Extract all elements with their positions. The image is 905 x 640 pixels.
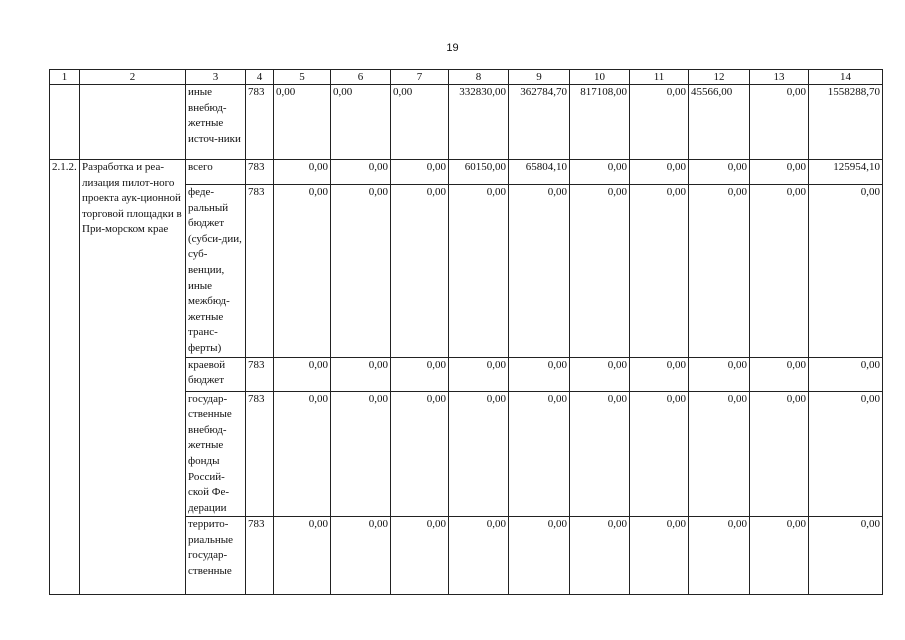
- value-cell: 0,00: [509, 185, 570, 358]
- value-cell: 817108,00: [570, 85, 630, 160]
- table-row-other-extrabudgetary: [50, 85, 883, 160]
- code-cell: 783: [246, 185, 274, 358]
- code-cell: 783: [246, 391, 274, 517]
- column-header-14: 14: [809, 70, 883, 85]
- item-index-cell: 2.1.2.: [50, 160, 80, 595]
- value-cell: 0,00: [509, 517, 570, 595]
- column-header-13: 13: [750, 70, 809, 85]
- value-cell: 0,00: [809, 185, 883, 358]
- value-cell: 0,00: [449, 391, 509, 517]
- column-header-7: 7: [391, 70, 449, 85]
- code-cell: 783: [246, 357, 274, 391]
- value-cell: 0,00: [630, 185, 689, 358]
- value-cell: 0,00: [509, 357, 570, 391]
- value-cell: 0,00: [630, 357, 689, 391]
- value-cell: 0,00: [274, 85, 331, 160]
- value-cell: 0,00: [630, 160, 689, 185]
- value-cell: 0,00: [689, 357, 750, 391]
- value-cell: 0,00: [689, 391, 750, 517]
- value-cell: 0,00: [750, 185, 809, 358]
- column-header-10: 10: [570, 70, 630, 85]
- value-cell: 0,00: [331, 85, 391, 160]
- value-cell: 0,00: [331, 391, 391, 517]
- column-header-3: 3: [186, 70, 246, 85]
- value-cell: 0,00: [391, 391, 449, 517]
- value-cell: 0,00: [331, 185, 391, 358]
- value-cell: 0,00: [630, 85, 689, 160]
- value-cell: 0,00: [750, 160, 809, 185]
- value-cell: 0,00: [331, 517, 391, 595]
- code-cell: 783: [246, 85, 274, 160]
- value-cell: 65804,10: [509, 160, 570, 185]
- value-cell: 0,00: [509, 391, 570, 517]
- column-header-6: 6: [331, 70, 391, 85]
- value-cell: 60150,00: [449, 160, 509, 185]
- cell-index-empty: [50, 85, 80, 160]
- column-header-11: 11: [630, 70, 689, 85]
- value-cell: 0,00: [570, 185, 630, 358]
- funding-source-cell: террито-риальные государ-ственные: [186, 517, 246, 595]
- value-cell: 0,00: [809, 357, 883, 391]
- value-cell: 0,00: [391, 160, 449, 185]
- page-number: 19: [446, 42, 459, 54]
- value-cell: 0,00: [689, 185, 750, 358]
- item-description-cell: Разработка и реа-лизация пилот-ного проекта аук-ционной торговой площадки в При-морском крае: [80, 160, 186, 595]
- value-cell: 0,00: [274, 357, 331, 391]
- header-row: [50, 70, 883, 85]
- value-cell: 1558288,70: [809, 85, 883, 160]
- value-cell: 0,00: [391, 85, 449, 160]
- value-cell: 0,00: [750, 85, 809, 160]
- value-cell: 0,00: [331, 160, 391, 185]
- code-cell: 783: [246, 517, 274, 595]
- value-cell: 0,00: [391, 357, 449, 391]
- column-header-9: 9: [509, 70, 570, 85]
- value-cell: 0,00: [570, 160, 630, 185]
- value-cell: 0,00: [274, 391, 331, 517]
- value-cell: 332830,00: [449, 85, 509, 160]
- value-cell: 0,00: [570, 391, 630, 517]
- funding-source-cell: всего: [186, 160, 246, 185]
- value-cell: 0,00: [331, 357, 391, 391]
- value-cell: 0,00: [391, 185, 449, 358]
- cell-description-empty: [80, 85, 186, 160]
- value-cell: 0,00: [809, 391, 883, 517]
- value-cell: 0,00: [750, 391, 809, 517]
- value-cell: 0,00: [809, 517, 883, 595]
- funding-source-cell: феде-ральный бюджет (субси-дии, суб-венции, иные межбюд-жетные транс-ферты): [186, 185, 246, 358]
- value-cell: 0,00: [689, 160, 750, 185]
- value-cell: 0,00: [449, 517, 509, 595]
- value-cell: 0,00: [689, 517, 750, 595]
- column-header-8: 8: [449, 70, 509, 85]
- value-cell: 0,00: [274, 160, 331, 185]
- column-header-5: 5: [274, 70, 331, 85]
- value-cell: 0,00: [630, 517, 689, 595]
- value-cell: 0,00: [570, 517, 630, 595]
- column-header-1: 1: [50, 70, 80, 85]
- code-cell: 783: [246, 160, 274, 185]
- column-header-4: 4: [246, 70, 274, 85]
- value-cell: 45566,00: [689, 85, 750, 160]
- value-cell: 0,00: [750, 517, 809, 595]
- column-header-12: 12: [689, 70, 750, 85]
- funding-source-cell: государ-ственные внебюд-жетные фонды Россий-ской Фе-дерации: [186, 391, 246, 517]
- value-cell: 0,00: [449, 357, 509, 391]
- column-header-2: 2: [80, 70, 186, 85]
- funding-source-cell: краевой бюджет: [186, 357, 246, 391]
- value-cell: 362784,70: [509, 85, 570, 160]
- value-cell: 125954,10: [809, 160, 883, 185]
- value-cell: 0,00: [274, 185, 331, 358]
- value-cell: 0,00: [630, 391, 689, 517]
- table-row-total: [50, 160, 883, 185]
- value-cell: 0,00: [750, 357, 809, 391]
- funding-source-cell: иные внебюд-жетные источ-ники: [186, 85, 246, 160]
- value-cell: 0,00: [449, 185, 509, 358]
- budget-table: [49, 69, 883, 595]
- value-cell: 0,00: [274, 517, 331, 595]
- value-cell: 0,00: [391, 517, 449, 595]
- value-cell: 0,00: [570, 357, 630, 391]
